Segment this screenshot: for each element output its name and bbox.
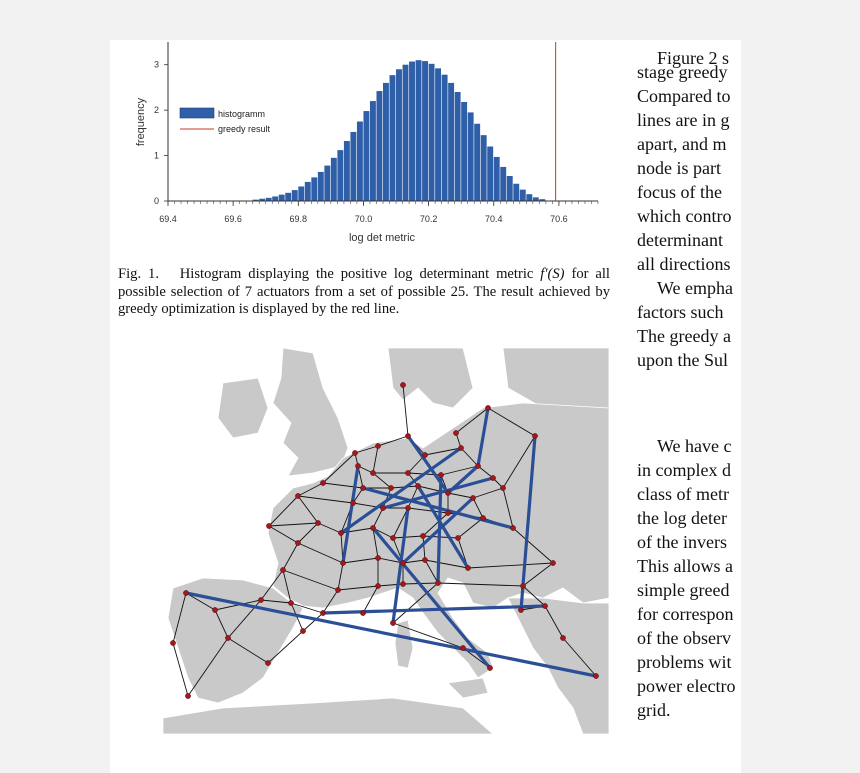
body-text-line: This allows a [637,556,733,576]
grid-node [438,472,443,477]
y-ticks [154,60,168,206]
legend-label-greedy: greedy result [218,124,271,134]
histogram-bar [350,132,356,201]
body-text-line: upon the Sul [637,350,729,370]
histogram-bar [403,65,409,201]
grid-node [405,433,410,438]
histogram-bar [305,182,311,201]
grid-node [405,505,410,510]
grid-node [458,445,463,450]
grid-node [542,603,547,608]
histogram-bar [494,157,500,201]
grid-node [465,565,470,570]
grid-node [453,430,458,435]
grid-node [390,535,395,540]
grid-node [435,580,440,585]
grid-node [420,533,425,538]
grid-node [300,628,305,633]
grid-node [380,505,385,510]
histogram-bar [363,111,369,201]
grid-node [560,635,565,640]
histogram-bar [396,69,402,201]
grid-node [400,560,405,565]
x-tick-label: 69.4 [159,214,177,224]
grid-node [375,443,380,448]
body-text-line: Figure 2 s [657,48,729,68]
grid-node [370,470,375,475]
grid-node [475,463,480,468]
grid-node [340,560,345,565]
grid-node [183,590,188,595]
histogram-bar [500,167,506,201]
grid-node [315,520,320,525]
histogram-bar [318,172,324,201]
x-tick-label: 69.6 [224,214,242,224]
caption-text-1: Histogram displaying the positive log determinant metric [179,266,541,282]
grid-node [500,485,505,490]
body-text-line: We empha [657,278,734,298]
x-axis-label: log det metric [348,232,416,244]
grid-node [338,530,343,535]
body-text-line: of the observ [637,628,731,648]
grid-node [320,610,325,615]
body-text-line: We have c [657,436,732,456]
histogram-bar [422,61,428,201]
grid-node [405,470,410,475]
histogram-bar [331,158,337,201]
grid-node [225,635,230,640]
histogram-bar [468,112,474,201]
histogram-bar [376,91,382,201]
grid-node [593,673,598,678]
y-tick-label: 1 [153,150,159,161]
body-text-line: problems wit [637,652,732,672]
histogram-bar [370,101,376,201]
grid-node [460,645,465,650]
grid-node [355,463,360,468]
histogram-bar [416,60,422,201]
grid-node [185,693,190,698]
body-text-line: The greedy a [637,326,731,346]
grid-node [375,583,380,588]
histogram-bars [240,60,552,201]
histogram-bar [435,68,441,201]
grid-node [352,450,357,455]
grid-node [258,597,263,602]
body-text-line: focus of the [637,182,722,202]
histogram-bar [455,92,461,201]
legend-swatch-histogram [180,108,214,118]
grid-node [485,405,490,410]
grid-node [550,560,555,565]
grid-node [400,581,405,586]
grid-node [360,610,365,615]
histogram-bar [298,186,304,201]
histogram-bar [337,150,343,201]
grid-node [390,620,395,625]
grid-node [400,382,405,387]
grid-node [520,583,525,588]
body-text-line: class of metr [637,484,729,504]
caption-prefix: Fig. 1. [118,266,159,282]
histogram-bar [520,190,526,201]
body-text-line: in complex d [637,460,731,480]
grid-node [360,485,365,490]
grid-node [350,500,355,505]
histogram-chart [120,40,610,250]
body-text-line: apart, and m [637,134,727,154]
histogram-bar [487,146,493,201]
grid-node [490,475,495,480]
grid-node [455,535,460,540]
histogram-bar [383,83,389,201]
histogram-bar [461,102,467,201]
histogram-bar [285,193,291,201]
grid-node [510,525,515,530]
histogram-bar [390,75,396,201]
x-tick-label: 70.4 [484,214,503,224]
histogram-bar [481,135,487,201]
histogram-bar [324,166,330,201]
grid-node [375,555,380,560]
body-text-line: which contro [637,206,732,226]
histogram-bar [357,122,363,202]
grid-node [422,557,427,562]
histogram-bar [513,184,519,201]
y-tick-label: 2 [153,105,159,116]
histogram-bar [442,75,448,201]
grid-node [445,510,450,515]
body-text-line: power electro [637,676,736,696]
histogram-bar [279,195,285,201]
europe-grid-map [163,348,609,734]
histogram-bar [474,124,480,201]
histogram-bar [448,83,454,201]
grid-node [266,523,271,528]
histogram-bar [526,194,532,201]
body-text-line: node is part [637,158,721,178]
grid-node [212,607,217,612]
histogram-bar [409,62,415,201]
grid-node [335,587,340,592]
grid-node [470,495,475,500]
body-text-line: lines are in g [637,110,730,130]
body-text-line: the log deter [637,508,727,528]
x-ticks [159,201,598,224]
histogram-bar [507,176,513,201]
y-tick-label: 3 [153,59,159,70]
grid-node [320,480,325,485]
x-tick-label: 69.8 [289,214,308,224]
histogram-bar [311,177,317,201]
body-text-line: factors such [637,302,724,322]
body-text-line: all directions [637,254,731,274]
x-tick-label: 70.0 [354,214,373,224]
histogram-bar [272,196,278,201]
grid-node [370,525,375,530]
histogram-bar [292,190,298,201]
body-text-line: for correspon [637,604,734,624]
caption-math: f′(S) [540,266,565,282]
body-text-line: Compared to [637,86,731,106]
grid-node [518,607,523,612]
right-column-text [637,24,741,773]
histogram-bar [533,197,539,201]
grid-node [295,493,300,498]
grid-node [295,540,300,545]
grid-node [265,660,270,665]
grid-node [532,433,537,438]
x-tick-label: 70.2 [419,214,438,224]
body-text-line: simple greed [637,580,730,600]
grid-node [170,640,175,645]
body-text-line: stage greedy [637,62,728,82]
grid-node [388,485,393,490]
grid-node [422,452,427,457]
grid-node [288,600,293,605]
grid-node [480,515,485,520]
body-text-line: determinant [637,230,723,250]
x-tick-label: 70.6 [550,214,568,224]
caption-text-2: for all possible selection of 7 actuators from a set of possible 25. The result achieved by greedy optimization is displayed by the red line. [118,266,610,317]
grid-node [280,567,285,572]
histogram-bar [429,64,435,201]
legend-label-histogram: histogramm [218,109,266,119]
y-tick-label: 0 [153,196,159,206]
grid-node [445,490,450,495]
figure-caption [118,266,610,319]
grid-node [415,483,420,488]
y-axis-label: frequency [135,97,147,147]
grid-node [487,665,492,670]
histogram-bar [344,141,350,201]
body-text-line: grid. [637,700,671,720]
body-text-line: of the invers [637,532,727,552]
